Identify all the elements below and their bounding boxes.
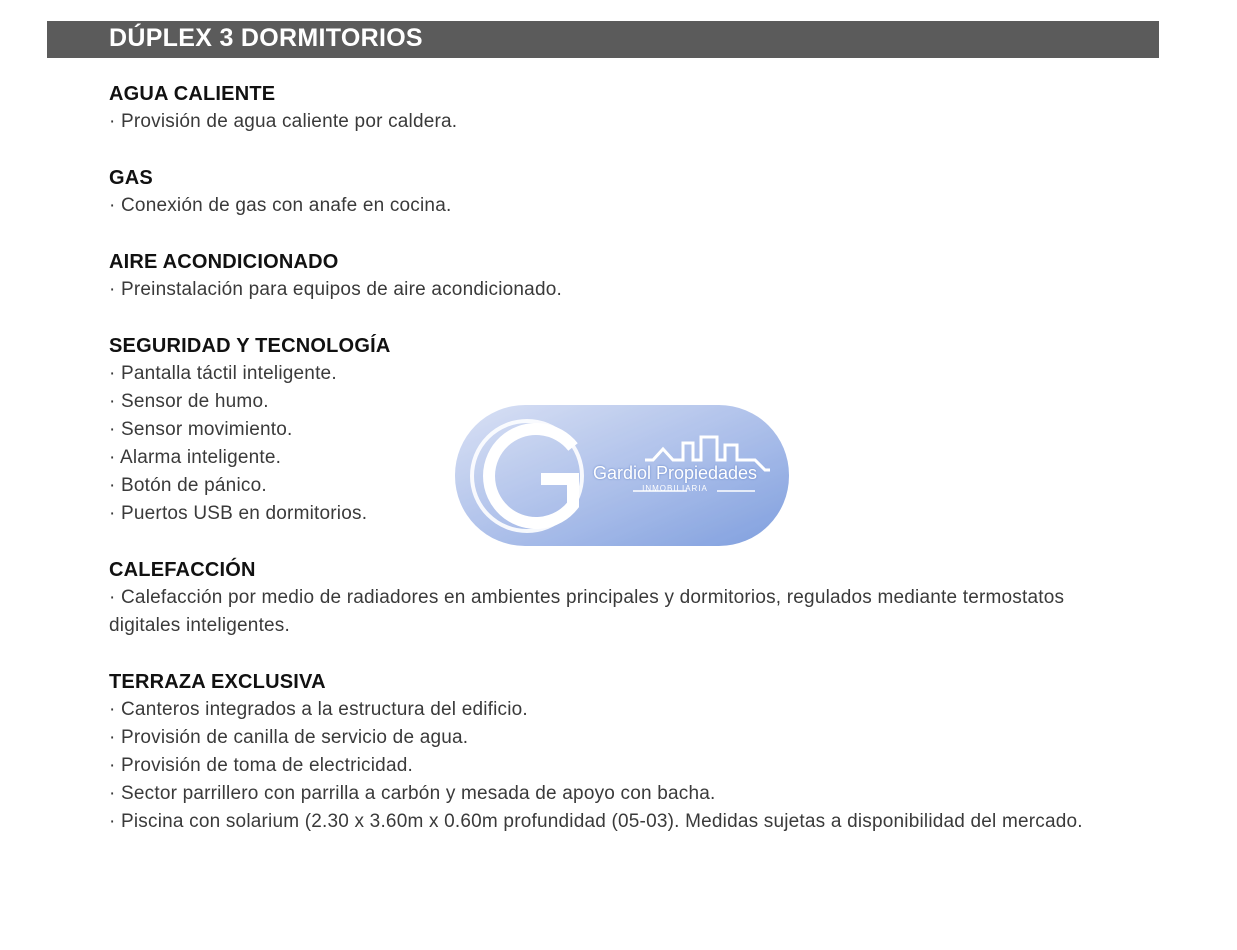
- list-item: · Sector parrillero con parrilla a carbón y mesada de apoyo con bacha.: [109, 783, 716, 804]
- watermark-logo: [455, 405, 789, 546]
- section-title: AGUA CALIENTE: [109, 83, 276, 105]
- list-item: · Conexión de gas con anafe en cocina.: [109, 195, 452, 216]
- section-agua-caliente: [109, 80, 1109, 136]
- list-item: · Pantalla táctil inteligente.: [109, 363, 337, 384]
- list-item: · Provisión de agua caliente por caldera.: [109, 111, 458, 132]
- section-terraza-exclusiva: [109, 668, 1109, 836]
- page-title: DÚPLEX 3 DORMITORIOS: [109, 24, 423, 52]
- list-item: · Preinstalación para equipos de aire acondicionado.: [109, 279, 562, 300]
- logo-subtitle: INMOBILIARIA: [642, 484, 708, 493]
- list-item: · Botón de pánico.: [109, 475, 267, 496]
- list-item: · Provisión de toma de electricidad.: [109, 755, 413, 776]
- list-item: · Calefacción por medio de radiadores en ambientes principales y dormitorios, regulados mediante termostatos digitales inteligentes.: [109, 587, 1065, 636]
- section-title: AIRE ACONDICIONADO: [109, 251, 339, 273]
- logo-name: Gardiol Propiedades: [592, 463, 758, 483]
- section-calefaccion: [109, 556, 1109, 640]
- list-item: · Alarma inteligente.: [109, 447, 282, 468]
- section-title: CALEFACCIÓN: [109, 559, 256, 581]
- list-item: · Piscina con solarium (2.30 x 3.60m x 0.60m profundidad (05-03). Medidas sujetas a disponibilidad del mercado.: [109, 811, 1083, 832]
- list-item: · Sensor de humo.: [109, 391, 269, 412]
- list-item: · Provisión de canilla de servicio de agua.: [109, 727, 469, 748]
- section-gas: [109, 164, 1109, 220]
- logo-text: [575, 463, 775, 495]
- list-item: · Canteros integrados a la estructura del edificio.: [109, 699, 528, 720]
- list-item: · Puertos USB en dormitorios.: [109, 503, 368, 524]
- header-bar: [47, 21, 1159, 58]
- section-title: TERRAZA EXCLUSIVA: [109, 671, 326, 693]
- list-item: · Sensor movimiento.: [109, 419, 293, 440]
- section-title: SEGURIDAD Y TECNOLOGÍA: [109, 335, 391, 357]
- section-aire-acondicionado: [109, 248, 1109, 304]
- section-title: GAS: [109, 167, 153, 189]
